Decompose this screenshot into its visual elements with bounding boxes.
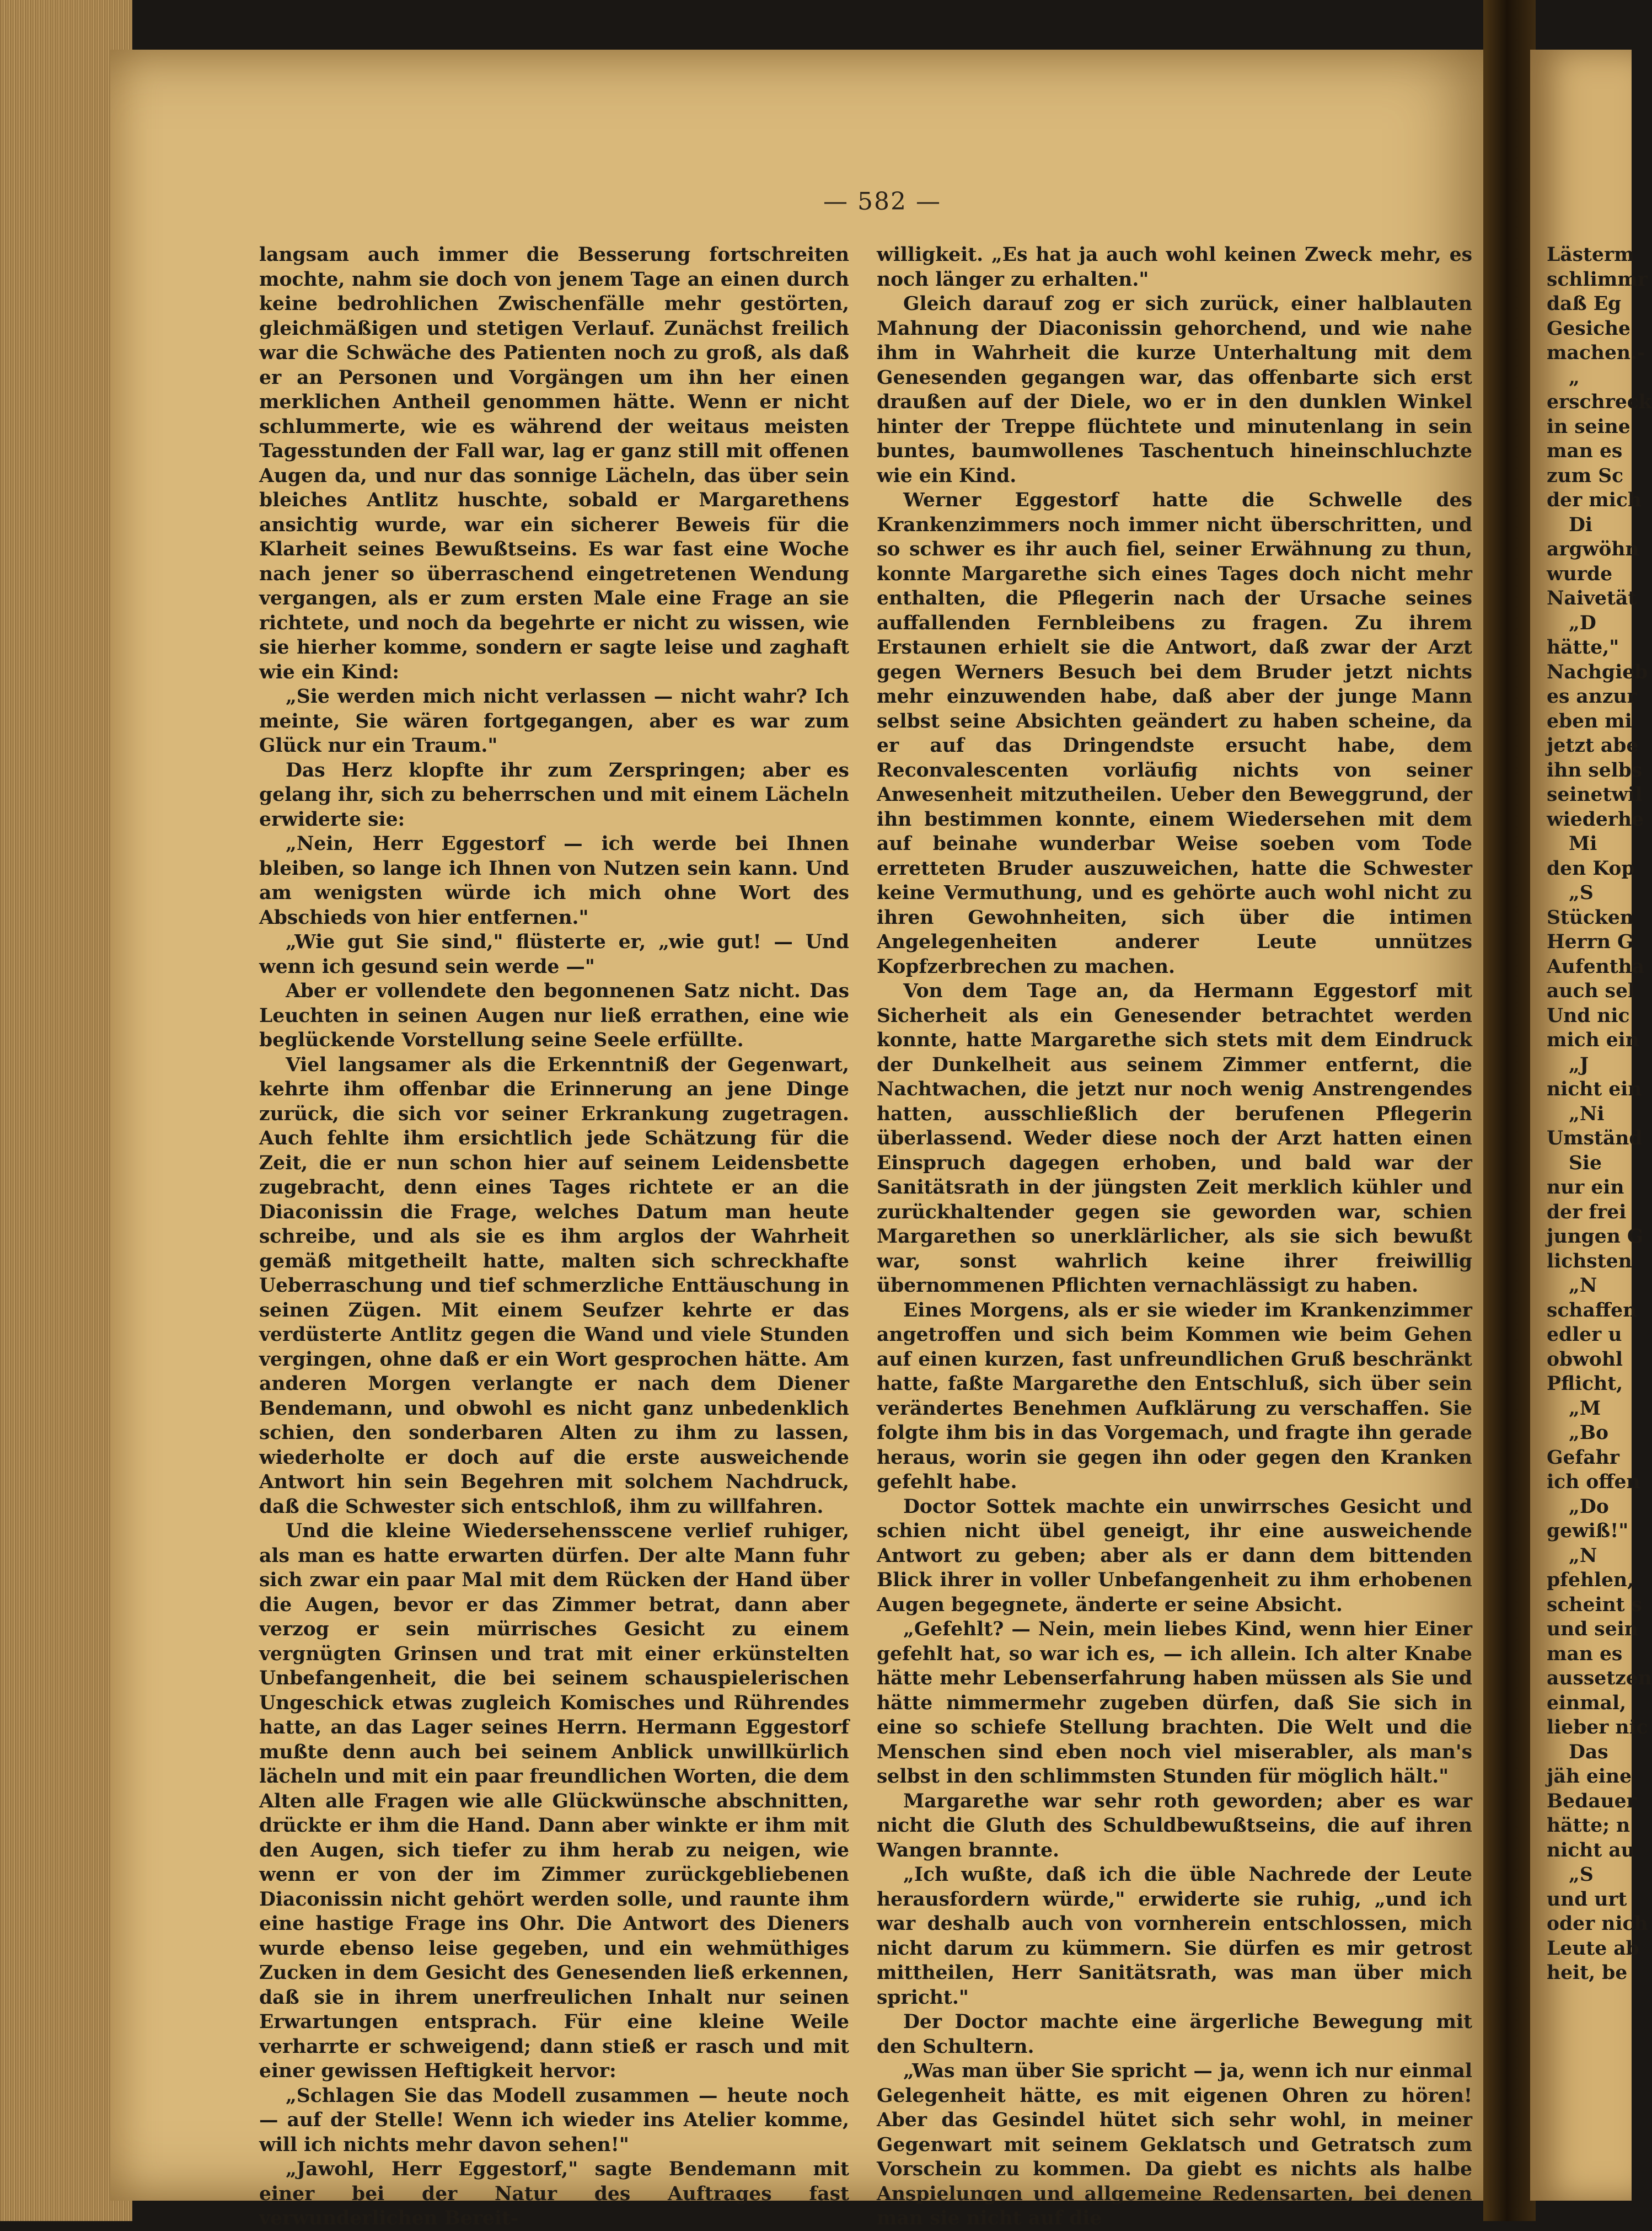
cut-line: jetzt abe bbox=[1547, 735, 1639, 757]
cut-line: gewiß!" bbox=[1547, 1520, 1629, 1542]
paragraph: „Nein, Herr Eggestorf — ich werde bei Ihnen bleiben, so lange ich Ihnen von Nutzen sein kann. Und am wenigsten würde ich mich ohne Wort des Abschieds von hier entfernen." bbox=[259, 833, 849, 929]
paragraph: Viel langsamer als die Erkenntniß der Gegenwart, kehrte ihm offenbar die Erinnerung an jene Dinge zurück, die sich vor seiner Erkrankung zugetragen. Auch fehlte ihm ersichtlich jede Schätzung für die Zeit, die er nun schon hier auf seinem Leidensbette zugebracht, denn eines Tages richtete er an die Diaconissin die Frage, welches Datum man heute schreibe, und als sie es ihm arglos der Wahrheit gemäß mitgetheilt hatte, malten sich schreckhafte Ueberraschung und tief schmerzliche Enttäuschung in seinen Zügen. Mit einem Seufzer kehrte er das verdüsterte Antlitz gegen die Wand und viele Stunden vergingen, ohne daß er ein Wort gesprochen hätte. Am anderen Morgen verlangte er nach dem Diener Bendemann, und obwohl es nicht ganz unbedenklich schien, den sonderbaren Alten zu ihm zu lassen, wiederholte er doch auf die erste ausweichende Antwort hin sein Begehren mit solchem Nachdruck, daß die Schwester sich entschloß, ihm zu willfahren. bbox=[259, 1053, 849, 1518]
cut-line: erschreck bbox=[1547, 391, 1652, 413]
cut-line: Lästerm bbox=[1547, 244, 1634, 266]
cut-line: einmal, bbox=[1547, 1692, 1627, 1714]
cut-line: Bedauer bbox=[1547, 1790, 1637, 1812]
cut-line: Nachgieb bbox=[1547, 661, 1648, 683]
cut-line: „ bbox=[1569, 366, 1580, 389]
paragraph: Eines Morgens, als er sie wieder im Krankenzimmer angetroffen und sich beim Kommen wie beim Gehen auf einen kurzen, fast unfreundlichen Gruß beschränkt hatte, faßte Margarethe den Entschluß, sich über sein verändertes Benehmen Aufklärung zu verschaffen. Sie folgte ihm bis in das Vorgemach, und fragte ihn gerade heraus, worin sie gegen ihn oder gegen den Kranken gefehlt habe. bbox=[877, 1299, 1472, 1493]
cut-line: schaffen bbox=[1547, 1299, 1637, 1322]
paragraph: „Gefehlt? — Nein, mein liebes Kind, wenn hier Einer gefehlt hat, so war ich es, — ich allein. Ich alter Knabe hätte mehr Lebenserfahrung haben müssen als Sie und hätte nimmermehr zugeben dürfen, daß Sie sich in eine so schiefe Stellung brachten. Die Welt und die Menschen sind eben noch viel miserabler, als man's selbst in den schlimmsten Stunden für möglich hält." bbox=[877, 1618, 1472, 1788]
cut-line: argwöhn bbox=[1547, 538, 1639, 560]
paragraph: „Ich wußte, daß ich die üble Nachrede der Leute herausfordern würde," erwiderte sie ruhig, „und ich war deshalb auch von vornherein entschlossen, mich nicht darum zu kümmern. Sie dürfen es mir getrost mittheilen, Herr Sanitätsrath, was man über mich spricht." bbox=[877, 1864, 1472, 2009]
paragraph: „Jawohl, Herr Eggestorf," sagte Bendemann mit einer bei der Natur des Auftrages fast verwunderlichen Bereit- bbox=[259, 2158, 849, 2229]
cut-line: nicht au bbox=[1547, 1839, 1635, 1861]
text-column-left bbox=[259, 243, 849, 2231]
paragraph: langsam auch immer die Besserung fortschreiten mochte, nahm sie doch von jenem Tage an einen durch keine bedrohlichen Zwischenfälle mehr gestörten, gleichmäßigen und stetigen Verlauf. Zunächst freilich war die Schwäche des Patienten noch zu groß, als daß er an Personen und Vorgängen um ihn her einen merklichen Antheil genommen hätte. Wenn er nicht schlummerte, wie es während der weitaus meisten Tagesstunden der Fall war, lag er ganz still mit offenen Augen da, und nur das sonnige Lächeln, das über sein bleiches Antlitz huschte, sobald er Margarethens ansichtig wurde, war ein sicherer Beweis für die Klarheit seines Bewußtseins. Es war fast eine Woche nach jener so überraschend eingetretenen Wendung vergangen, als er zum ersten Male eine Frage an sie richtete, und noch da begehrte er nicht zu wissen, wie sie hierher komme, sondern er sagte leise und zaghaft wie ein Kind: bbox=[259, 244, 849, 683]
cut-line: der frei bbox=[1547, 1201, 1627, 1223]
cut-line: Pflicht, bbox=[1547, 1373, 1623, 1395]
paragraph: Von dem Tage an, da Hermann Eggestorf mit Sicherheit als ein Genesender betrachtet werden konnte, hatte Margarethe sich stets mit dem Eindruck der Dunkelheit aus seinem Zimmer entfernt, die Nachtwachen, die jetzt nur noch wenig Anstrengendes hatten, ausschließlich der berufenen Pflegerin überlassend. Weder diese noch der Arzt hatten einen Einspruch dagegen erhoben, und bald war der Sanitätsrath in der jüngsten Zeit merklich kühler und zurückhaltender gegen sie geworden war, schien Margarethen so unerklärlicher, als sie sich bewußt war, sonst wahrlich keine ihrer freiwillig übernommenen Pflichten vernachlässigt zu haben. bbox=[877, 980, 1472, 1297]
cut-line: daß Eg bbox=[1547, 293, 1622, 315]
cut-line: wurde bbox=[1547, 563, 1613, 585]
cut-line: pfehlen, bbox=[1547, 1569, 1634, 1591]
page-number: — 582 — bbox=[823, 188, 941, 216]
cut-line: Herrn G bbox=[1547, 931, 1634, 953]
cut-line: den Kop bbox=[1547, 857, 1635, 880]
cut-line: Naivetät bbox=[1547, 587, 1637, 609]
cut-line: nur ein bbox=[1547, 1176, 1624, 1199]
cut-line: Leute ab bbox=[1547, 1937, 1639, 1960]
cut-line: „M bbox=[1569, 1397, 1601, 1420]
cut-line: man es bbox=[1547, 440, 1623, 462]
cut-line: edler u bbox=[1547, 1324, 1622, 1346]
paragraph: Werner Eggestorf hatte die Schwelle des Krankenzimmers noch immer nicht überschritten, und so schwer es ihr auch fiel, seiner Erwähnung zu thun, konnte Margarethe sich eines Tages doch nicht mehr enthalten, die Pflegerin nach der Ursache seines auffallenden Fernbleibens zu fragen. Zu ihrem Erstaunen erhielt sie die Antwort, daß zwar der Arzt gegen Werners Besuch bei dem Bruder jetzt nichts mehr einzuwenden habe, daß aber der junge Mann selbst seine Absichten geändert zu haben scheine, da er auf das Dringendste ersucht habe, dem Reconvalescenten vorläufig nichts von seiner Anwesenheit mitzutheilen. Ueber den Beweggrund, der ihn bestimmen konnte, einem Wiedersehen mit dem auf beinahe wunderbar Weise soeben vom Tode erretteten Bruder auszuweichen, hatte die Schwester keine Vermuthung, und es gehörte auch wohl nicht zu ihren Gewohnheiten, sich über die intimen Angelegenheiten anderer Leute unnützes Kopfzerbrechen zu machen. bbox=[877, 489, 1472, 978]
cut-line: ich offen bbox=[1547, 1471, 1640, 1493]
paragraph: Das Herz klopfte ihr zum Zerspringen; aber es gelang ihr, sich zu beherrschen und mit einem Lächeln erwiderte sie: bbox=[259, 759, 849, 831]
cut-line: man es bbox=[1547, 1643, 1623, 1665]
cut-line: „N bbox=[1569, 1544, 1597, 1567]
cut-line: ihn selbs bbox=[1547, 759, 1643, 782]
cut-line: „J bbox=[1569, 1053, 1589, 1076]
cut-line: wiederhe bbox=[1547, 808, 1644, 831]
text-column-right bbox=[877, 243, 1472, 2231]
cut-line: eben mi bbox=[1547, 710, 1632, 732]
cut-line: scheint s bbox=[1547, 1593, 1643, 1616]
cut-line: Aufentha bbox=[1547, 955, 1645, 978]
cut-line: obwohl bbox=[1547, 1348, 1623, 1371]
cut-line: schlimmr bbox=[1547, 268, 1648, 291]
cut-line: Stücken bbox=[1547, 906, 1634, 929]
cut-line: heit, be bbox=[1547, 1962, 1628, 1984]
cut-line: lieber nic bbox=[1547, 1716, 1648, 1738]
cut-line: es anzur bbox=[1547, 686, 1637, 708]
cut-line: Di bbox=[1569, 513, 1593, 536]
cut-line: nicht ein bbox=[1547, 1078, 1642, 1100]
cut-line: hätte," bbox=[1547, 636, 1619, 659]
paragraph: Gleich darauf zog er sich zurück, einer halblauten Mahnung der Diaconissin gehorchend, und wie nahe ihm in Wahrheit die kurze Unterhaltung mit dem Genesenden gegangen war, das offenbarte sich erst draußen auf der Diele, wo er in den dunklen Winkel hinter der Treppe flüchtete und minutenlang in sein buntes, baumwollenes Taschentuch hineinschluchzte wie ein Kind. bbox=[877, 293, 1472, 487]
paragraph: Margarethe war sehr roth geworden; aber es war nicht die Gluth des Schuldbewußtseins, die auf ihren Wangen brannte. bbox=[877, 1790, 1472, 1861]
cut-line: zum Sc bbox=[1547, 464, 1624, 487]
paragraph: „Sie werden mich nicht verlassen — nicht wahr? Ich meinte, Sie wären fortgegangen, aber es war zum Glück nur ein Traum." bbox=[259, 686, 849, 757]
paragraph: „Was man über Sie spricht — ja, wenn ich nur einmal Gelegenheit hätte, es mit eigenen Ohren zu hören! Aber das Gesindel hütet sich sehr wohl, in meiner Gegenwart mit seinem Geklatsch und Getratsch zum Vorschein zu kommen. Da giebt es nichts als halbe Anspielungen und allgemeine Redensarten, bei denen man sie nicht auf die bbox=[877, 2060, 1472, 2229]
cut-line: Sie bbox=[1569, 1152, 1602, 1174]
cut-line: „S bbox=[1569, 882, 1594, 904]
cut-line: „Do bbox=[1569, 1495, 1609, 1518]
cut-line: Umständ bbox=[1547, 1127, 1643, 1149]
paragraph: Der Doctor machte eine ärgerliche Bewegung mit den Schultern. bbox=[877, 2011, 1472, 2058]
paragraph: Und die kleine Wiedersehensscene verlief ruhiger, als man es hatte erwarten dürfen. Der alte Mann fuhr sich zwar ein paar Mal mit dem Rücken der Hand über die Augen, bevor er das Zimmer betrat, dann aber verzog er sein mürrisches Gesicht zu einem vergnügten Grinsen und trat mit einer erkünstelten Unbefangenheit, die bei seinem schauspielerischen Ungeschick etwas zugleich Komisches und Rührendes hatte, an das Lager seines Herrn. Hermann Eggestorf mußte denn auch bei seinem Anblick unwillkürlich lächeln und mit ein paar freundlichen Worten, die dem Alten alle Fragen wie alle Glückwünsche abschnitten, drückte er ihm die Hand. Dann aber winkte er ihm mit den Augen, sich tiefer zu ihm herab zu neigen, wie wenn er von der im Zimmer zurückgebliebenen Diaconissin nicht gehört werden solle, und raunte ihm eine hastige Frage ins Ohr. Die Antwort des Dieners wurde ebenso leise gegeben, und ein wehmüthiges Zucken in dem Gesicht des Genesenden ließ erkennen, daß sie in ihrem unerfreulichen Inhalt nur seinen Erwartungen entsprach. Für eine kleine Weile verharrte er schweigend; dann stieß er rasch und mit einer gewissen Heftigkeit hervor: bbox=[259, 1520, 849, 2082]
paragraph: „Schlagen Sie das Modell zusammen — heute noch — auf der Stelle! Wenn ich wieder ins Atelier komme, will ich nichts mehr davon sehen!" bbox=[259, 2084, 849, 2156]
cut-line: und urt bbox=[1547, 1888, 1627, 1911]
cut-line: Gesiche bbox=[1547, 317, 1630, 340]
cut-line: machen.- bbox=[1547, 342, 1645, 364]
cut-line: in seine bbox=[1547, 415, 1630, 438]
cut-line: „S bbox=[1569, 1864, 1594, 1886]
cut-line: „D bbox=[1569, 612, 1596, 634]
cut-line: Das bbox=[1569, 1741, 1608, 1763]
paragraph: „Wie gut Sie sind," flüsterte er, „wie gut! — Und wenn ich gesund sein werde —" bbox=[259, 931, 849, 978]
cut-line: Gefahr bbox=[1547, 1446, 1619, 1469]
cut-line: mich ein bbox=[1547, 1029, 1639, 1051]
text-column-cut-off bbox=[1547, 243, 1652, 1986]
cut-line: „N bbox=[1569, 1275, 1597, 1297]
cut-line: Mi bbox=[1569, 833, 1597, 855]
cut-line: auch sel bbox=[1547, 980, 1635, 1002]
cut-line: hätte; n bbox=[1547, 1815, 1630, 1837]
cut-line: „Ni bbox=[1569, 1103, 1605, 1125]
cut-line: der mich bbox=[1547, 489, 1642, 511]
cut-line: Und nic bbox=[1547, 1004, 1630, 1027]
cut-line: jäh eine bbox=[1547, 1765, 1632, 1788]
cut-line: lichsten bbox=[1547, 1250, 1632, 1272]
cut-line: und sein bbox=[1547, 1618, 1638, 1640]
cut-line: jungen G bbox=[1547, 1226, 1644, 1248]
book-gutter bbox=[1483, 0, 1536, 2221]
cut-line: seinetwil bbox=[1547, 784, 1643, 806]
paragraph: Doctor Sottek machte ein unwirrsches Gesicht und schien nicht übel geneigt, ihr eine ausweichende Antwort zu geben; aber als er dann dem bittenden Blick ihrer in voller Unbefangenheit zu ihm erhobenen Augen begegnete, änderte er seine Absicht. bbox=[877, 1495, 1472, 1616]
paragraph: willigkeit. „Es hat ja auch wohl keinen Zweck mehr, es noch länger zu erhalten." bbox=[877, 244, 1472, 291]
cut-line: oder nich bbox=[1547, 1913, 1648, 1935]
cut-line: aussetzen bbox=[1547, 1667, 1652, 1689]
cut-line: „Bo bbox=[1569, 1422, 1609, 1444]
paragraph: Aber er vollendete den begonnenen Satz nicht. Das Leuchten in seinen Augen nur ließ errathen, eine wie beglückende Vorstellung seine Seele erfüllte. bbox=[259, 980, 849, 1051]
